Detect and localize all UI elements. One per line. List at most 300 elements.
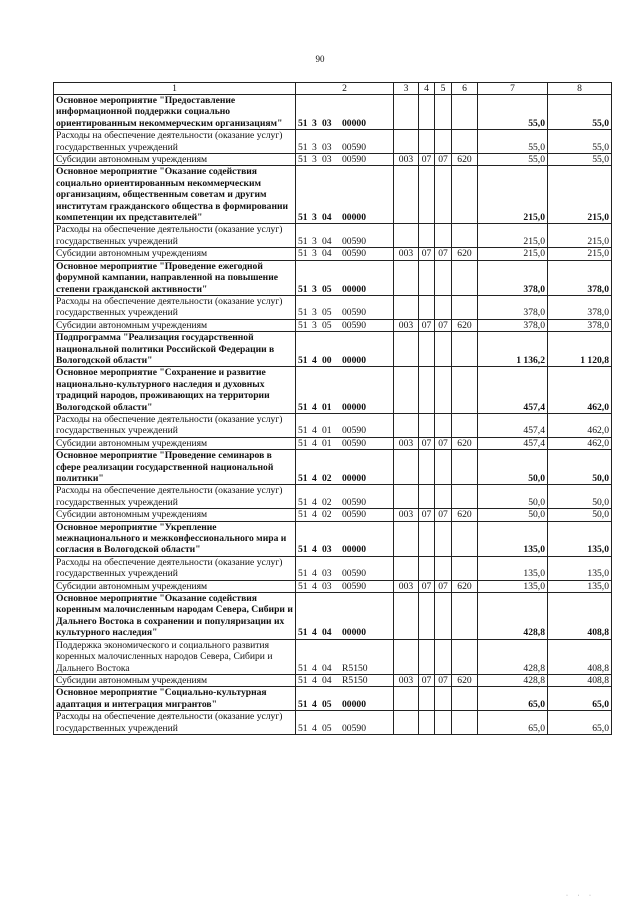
row-col4 <box>419 295 435 319</box>
row-value-col7: 215,0 <box>478 166 548 224</box>
table-row <box>54 166 612 224</box>
row-col4 <box>419 639 435 674</box>
row-value-col7: 135,0 <box>478 580 548 592</box>
page-number: 90 <box>315 54 325 64</box>
row-col6 <box>452 485 478 509</box>
row-code <box>296 711 394 735</box>
row-code <box>296 509 394 521</box>
row-col3: 003 <box>394 580 419 592</box>
code-part: 00590 <box>342 248 366 260</box>
row-value-col7: 215,0 <box>478 248 548 260</box>
row-col5 <box>435 556 452 580</box>
row-col5 <box>435 413 452 437</box>
row-col4 <box>419 521 435 556</box>
row-col4 <box>419 450 435 485</box>
code-part: 51 <box>298 117 308 129</box>
row-name: Расходы на обеспечение деятельности (оказание услуг) государственных учреждений <box>54 295 296 319</box>
table-row <box>54 450 612 485</box>
row-col6 <box>452 130 478 154</box>
row-value-col7: 428,8 <box>478 593 548 640</box>
row-value-col7: 50,0 <box>478 509 548 521</box>
row-col6 <box>452 413 478 437</box>
row-value-col8: 55,0 <box>548 95 612 130</box>
row-col4 <box>419 687 435 711</box>
code-part: 03 <box>322 141 332 153</box>
code-part: 51 <box>298 141 308 153</box>
row-col4: 07 <box>419 154 435 166</box>
row-col4 <box>419 260 435 295</box>
code-part: 4 <box>312 627 317 639</box>
row-col4 <box>419 95 435 130</box>
code-part: 51 <box>298 425 308 437</box>
table-row <box>54 224 612 248</box>
row-value-col8: 55,0 <box>548 130 612 154</box>
code-part: 00590 <box>342 307 366 319</box>
row-col5 <box>435 687 452 711</box>
row-col3 <box>394 485 419 509</box>
code-part: 51 <box>298 235 308 247</box>
code-part: 05 <box>322 307 332 319</box>
code-part: 51 <box>298 437 308 449</box>
row-code <box>296 580 394 592</box>
code-part: 4 <box>312 580 317 592</box>
code-part: 00590 <box>342 568 366 580</box>
code-part: 4 <box>312 544 317 556</box>
table-row <box>54 509 612 521</box>
code-part: 00590 <box>342 319 366 331</box>
row-col3 <box>394 413 419 437</box>
row-value-col8: 65,0 <box>548 711 612 735</box>
row-value-col7: 428,8 <box>478 639 548 674</box>
row-col6 <box>452 166 478 224</box>
code-part: 00000 <box>342 544 366 556</box>
row-name: Субсидии автономным учреждениям <box>54 437 296 449</box>
row-col3: 003 <box>394 509 419 521</box>
row-value-col7: 457,4 <box>478 437 548 449</box>
row-col6 <box>452 639 478 674</box>
row-col4: 07 <box>419 580 435 592</box>
code-part: 3 <box>312 283 317 295</box>
row-col5 <box>435 260 452 295</box>
row-name: Субсидии автономным учреждениям <box>54 248 296 260</box>
row-value-col8: 55,0 <box>548 154 612 166</box>
code-part: 4 <box>312 509 317 521</box>
row-code <box>296 260 394 295</box>
row-code <box>296 224 394 248</box>
row-value-col7: 1 136,2 <box>478 332 548 367</box>
table-body <box>54 95 612 735</box>
code-part: 02 <box>322 496 332 508</box>
code-part: 00590 <box>342 580 366 592</box>
row-code <box>296 521 394 556</box>
table-row <box>54 521 612 556</box>
code-part: 51 <box>298 580 308 592</box>
code-part: 00590 <box>342 425 366 437</box>
row-value-col7: 457,4 <box>478 413 548 437</box>
row-value-col7: 135,0 <box>478 521 548 556</box>
table-row <box>54 248 612 260</box>
row-col6: 620 <box>452 248 478 260</box>
row-value-col7: 65,0 <box>478 711 548 735</box>
table-header-row <box>54 83 612 95</box>
row-col4 <box>419 224 435 248</box>
table-row <box>54 556 612 580</box>
code-part: 00000 <box>342 473 366 484</box>
row-col4: 07 <box>419 674 435 686</box>
row-col3 <box>394 224 419 248</box>
row-code <box>296 485 394 509</box>
row-col6 <box>452 521 478 556</box>
code-part: 00000 <box>342 354 366 366</box>
code-part: 00590 <box>342 509 366 521</box>
row-value-col8: 378,0 <box>548 295 612 319</box>
header-cell: 3 <box>394 83 419 95</box>
header-cell: 6 <box>452 83 478 95</box>
row-col4 <box>419 367 435 414</box>
row-value-col8: 462,0 <box>548 367 612 414</box>
row-col5: 07 <box>435 674 452 686</box>
row-col3: 003 <box>394 437 419 449</box>
row-value-col8: 378,0 <box>548 319 612 331</box>
row-col6 <box>452 711 478 735</box>
row-col6 <box>452 260 478 295</box>
header-cell: 1 <box>54 83 296 95</box>
row-col5: 07 <box>435 580 452 592</box>
budget-table <box>53 82 612 735</box>
code-part: 4 <box>312 722 317 734</box>
row-col3 <box>394 95 419 130</box>
row-code <box>296 332 394 367</box>
row-col3 <box>394 166 419 224</box>
row-value-col8: 135,0 <box>548 556 612 580</box>
row-name: Расходы на обеспечение деятельности (оказание услуг) государственных учреждений <box>54 485 296 509</box>
row-name: Основное мероприятие "Сохранение и развитие национально-культурного наследия и духовных традиций народов, проживающих на территории Вологодской области" <box>54 367 296 414</box>
row-col3 <box>394 260 419 295</box>
row-col3 <box>394 367 419 414</box>
row-col5 <box>435 593 452 640</box>
row-name: Субсидии автономным учреждениям <box>54 580 296 592</box>
code-part: 51 <box>298 698 308 710</box>
row-value-col7: 55,0 <box>478 95 548 130</box>
row-value-col8: 408,8 <box>548 593 612 640</box>
code-part: 51 <box>298 307 308 319</box>
row-code <box>296 687 394 711</box>
code-part: 03 <box>322 154 332 166</box>
header-cell: 8 <box>548 83 612 95</box>
code-part: 00590 <box>342 141 366 153</box>
row-name: Основное мероприятие "Оказание содействия коренным малочисленным народам Севера, Сибири и Дальнего Востока в сохранении и популяризации их культурного наследия" <box>54 593 296 640</box>
code-part: 51 <box>298 248 308 260</box>
row-col6: 620 <box>452 437 478 449</box>
row-code <box>296 248 394 260</box>
row-name: Основное мероприятие "Социально-культурная адаптация и интеграция мигрантов" <box>54 687 296 711</box>
row-col3 <box>394 593 419 640</box>
row-name: Расходы на обеспечение деятельности (оказание услуг) государственных учреждений <box>54 130 296 154</box>
row-value-col8: 462,0 <box>548 413 612 437</box>
row-col3 <box>394 521 419 556</box>
table-row <box>54 95 612 130</box>
row-name: Расходы на обеспечение деятельности (оказание услуг) государственных учреждений <box>54 556 296 580</box>
row-col5 <box>435 639 452 674</box>
table-row <box>54 593 612 640</box>
row-col6 <box>452 95 478 130</box>
row-value-col8: 1 120,8 <box>548 332 612 367</box>
code-part: 01 <box>322 425 332 437</box>
code-part: 00590 <box>342 154 366 166</box>
row-col6 <box>452 450 478 485</box>
row-col4 <box>419 166 435 224</box>
code-part: 00000 <box>342 627 366 639</box>
scan-artifact: · · · <box>566 893 595 899</box>
code-part: 03 <box>322 580 332 592</box>
code-part: 04 <box>322 212 332 224</box>
row-col6: 620 <box>452 580 478 592</box>
table-row <box>54 367 612 414</box>
row-name: Субсидии автономным учреждениям <box>54 674 296 686</box>
table-row <box>54 332 612 367</box>
row-col3 <box>394 639 419 674</box>
row-code <box>296 639 394 674</box>
row-value-col8: 378,0 <box>548 260 612 295</box>
row-code <box>296 295 394 319</box>
table-row <box>54 485 612 509</box>
row-code <box>296 556 394 580</box>
row-col5 <box>435 224 452 248</box>
code-part: 4 <box>312 473 317 484</box>
row-code <box>296 130 394 154</box>
row-code <box>296 95 394 130</box>
code-part: 01 <box>322 437 332 449</box>
code-part: 00000 <box>342 283 366 295</box>
code-part: 00590 <box>342 437 366 449</box>
table-row <box>54 687 612 711</box>
code-part: 00000 <box>342 117 366 129</box>
row-col6 <box>452 332 478 367</box>
row-col5 <box>435 295 452 319</box>
code-part: 51 <box>298 212 308 224</box>
table-row <box>54 580 612 592</box>
code-part: 51 <box>298 496 308 508</box>
row-col4 <box>419 485 435 509</box>
code-part: 51 <box>298 354 308 366</box>
row-name: Расходы на обеспечение деятельности (оказание услуг) государственных учреждений <box>54 711 296 735</box>
row-value-col7: 378,0 <box>478 295 548 319</box>
row-name: Расходы на обеспечение деятельности (оказание услуг) государственных учреждений <box>54 224 296 248</box>
code-part: 51 <box>298 319 308 331</box>
table-row <box>54 319 612 331</box>
row-col5 <box>435 95 452 130</box>
code-part: 3 <box>312 319 317 331</box>
code-part: 04 <box>322 674 332 686</box>
code-part: 51 <box>298 662 308 674</box>
code-part: 00000 <box>342 212 366 224</box>
row-col5 <box>435 711 452 735</box>
table-row <box>54 413 612 437</box>
row-col5 <box>435 485 452 509</box>
code-part: R5150 <box>342 662 368 674</box>
row-col6: 620 <box>452 319 478 331</box>
row-col6 <box>452 224 478 248</box>
row-value-col7: 65,0 <box>478 687 548 711</box>
row-col3: 003 <box>394 674 419 686</box>
code-part: 04 <box>322 248 332 260</box>
row-value-col7: 215,0 <box>478 224 548 248</box>
code-part: 05 <box>322 722 332 734</box>
row-col4 <box>419 711 435 735</box>
row-col3 <box>394 295 419 319</box>
row-col5: 07 <box>435 154 452 166</box>
header-cell: 4 <box>419 83 435 95</box>
code-part: 51 <box>298 627 308 639</box>
code-part: 03 <box>322 568 332 580</box>
row-name: Субсидии автономным учреждениям <box>54 509 296 521</box>
code-part: 3 <box>312 154 317 166</box>
header-cell: 7 <box>478 83 548 95</box>
row-col6 <box>452 295 478 319</box>
code-part: 51 <box>298 509 308 521</box>
row-value-col7: 378,0 <box>478 260 548 295</box>
row-col5: 07 <box>435 509 452 521</box>
code-part: 01 <box>322 401 332 413</box>
row-code <box>296 413 394 437</box>
code-part: 3 <box>312 248 317 260</box>
table-row <box>54 437 612 449</box>
row-col3 <box>394 687 419 711</box>
code-part: 02 <box>322 473 332 484</box>
row-col4: 07 <box>419 248 435 260</box>
row-value-col8: 135,0 <box>548 580 612 592</box>
code-part: 00590 <box>342 496 366 508</box>
row-name: Расходы на обеспечение деятельности (оказание услуг) государственных учреждений <box>54 413 296 437</box>
row-col4: 07 <box>419 319 435 331</box>
row-col5 <box>435 450 452 485</box>
code-part: 00590 <box>342 235 366 247</box>
code-part: 02 <box>322 509 332 521</box>
row-col4 <box>419 332 435 367</box>
code-part: 05 <box>322 698 332 710</box>
row-value-col7: 457,4 <box>478 367 548 414</box>
row-col6 <box>452 593 478 640</box>
code-part: 00 <box>322 354 332 366</box>
row-col3 <box>394 130 419 154</box>
code-part: 4 <box>312 425 317 437</box>
row-col4 <box>419 130 435 154</box>
code-part: 4 <box>312 568 317 580</box>
row-value-col7: 55,0 <box>478 130 548 154</box>
row-col6 <box>452 367 478 414</box>
row-value-col8: 462,0 <box>548 437 612 449</box>
row-col3 <box>394 711 419 735</box>
code-part: 4 <box>312 401 317 413</box>
code-part: 4 <box>312 354 317 366</box>
row-code <box>296 319 394 331</box>
table-row <box>54 295 612 319</box>
row-code <box>296 437 394 449</box>
row-col3 <box>394 556 419 580</box>
row-code <box>296 367 394 414</box>
code-part: 04 <box>322 627 332 639</box>
row-code <box>296 450 394 485</box>
row-value-col8: 135,0 <box>548 521 612 556</box>
row-col4 <box>419 556 435 580</box>
row-col5 <box>435 521 452 556</box>
header-cell: 2 <box>296 83 394 95</box>
code-part: 05 <box>322 319 332 331</box>
code-part: 3 <box>312 117 317 129</box>
row-value-col8: 408,8 <box>548 639 612 674</box>
row-col5 <box>435 367 452 414</box>
code-part: 00000 <box>342 698 366 710</box>
row-col4 <box>419 413 435 437</box>
row-name: Основное мероприятие "Проведение семинаров в сфере реализации государственной национальной политики" <box>54 450 296 485</box>
row-value-col8: 65,0 <box>548 687 612 711</box>
row-col4: 07 <box>419 437 435 449</box>
code-part: 4 <box>312 698 317 710</box>
row-col4 <box>419 593 435 640</box>
code-part: 51 <box>298 283 308 295</box>
code-part: 04 <box>322 662 332 674</box>
row-value-col8: 408,8 <box>548 674 612 686</box>
code-part: 51 <box>298 154 308 166</box>
code-part: 4 <box>312 662 317 674</box>
row-name: Субсидии автономным учреждениям <box>54 154 296 166</box>
row-code <box>296 166 394 224</box>
row-col6 <box>452 556 478 580</box>
table-row <box>54 154 612 166</box>
code-part: 05 <box>322 283 332 295</box>
row-col3: 003 <box>394 319 419 331</box>
row-value-col7: 50,0 <box>478 450 548 485</box>
table-row <box>54 260 612 295</box>
row-name: Основное мероприятие "Проведение ежегодной форумной кампании, направленной на повышение степени гражданской активности" <box>54 260 296 295</box>
row-name: Субсидии автономным учреждениям <box>54 319 296 331</box>
code-part: R5150 <box>342 674 368 686</box>
code-part: 3 <box>312 212 317 224</box>
row-name: Подпрограмма "Реализация государственной национальной политики Российской Федерации в Вологодской области" <box>54 332 296 367</box>
code-part: 51 <box>298 722 308 734</box>
row-value-col7: 50,0 <box>478 485 548 509</box>
code-part: 00000 <box>342 401 366 413</box>
code-part: 51 <box>298 401 308 413</box>
table-row <box>54 130 612 154</box>
row-value-col8: 50,0 <box>548 509 612 521</box>
code-part: 51 <box>298 544 308 556</box>
code-part: 03 <box>322 117 332 129</box>
table-row <box>54 711 612 735</box>
code-part: 03 <box>322 544 332 556</box>
code-part: 51 <box>298 674 308 686</box>
row-name: Основное мероприятие "Оказание содействия социально ориентированным некоммерческим организациям, общественным советам и другим институтам гражданского общества в формировании компетенции их представителей" <box>54 166 296 224</box>
row-value-col8: 215,0 <box>548 166 612 224</box>
row-code <box>296 593 394 640</box>
code-part: 3 <box>312 235 317 247</box>
header-cell: 5 <box>435 83 452 95</box>
code-part: 4 <box>312 437 317 449</box>
row-col3 <box>394 332 419 367</box>
table-row <box>54 674 612 686</box>
row-col6: 620 <box>452 509 478 521</box>
row-col5: 07 <box>435 319 452 331</box>
row-code <box>296 674 394 686</box>
row-value-col8: 50,0 <box>548 450 612 485</box>
row-col3 <box>394 450 419 485</box>
row-col5: 07 <box>435 248 452 260</box>
row-col4: 07 <box>419 509 435 521</box>
row-col3: 003 <box>394 248 419 260</box>
row-value-col8: 215,0 <box>548 224 612 248</box>
row-value-col7: 55,0 <box>478 154 548 166</box>
code-part: 3 <box>312 307 317 319</box>
